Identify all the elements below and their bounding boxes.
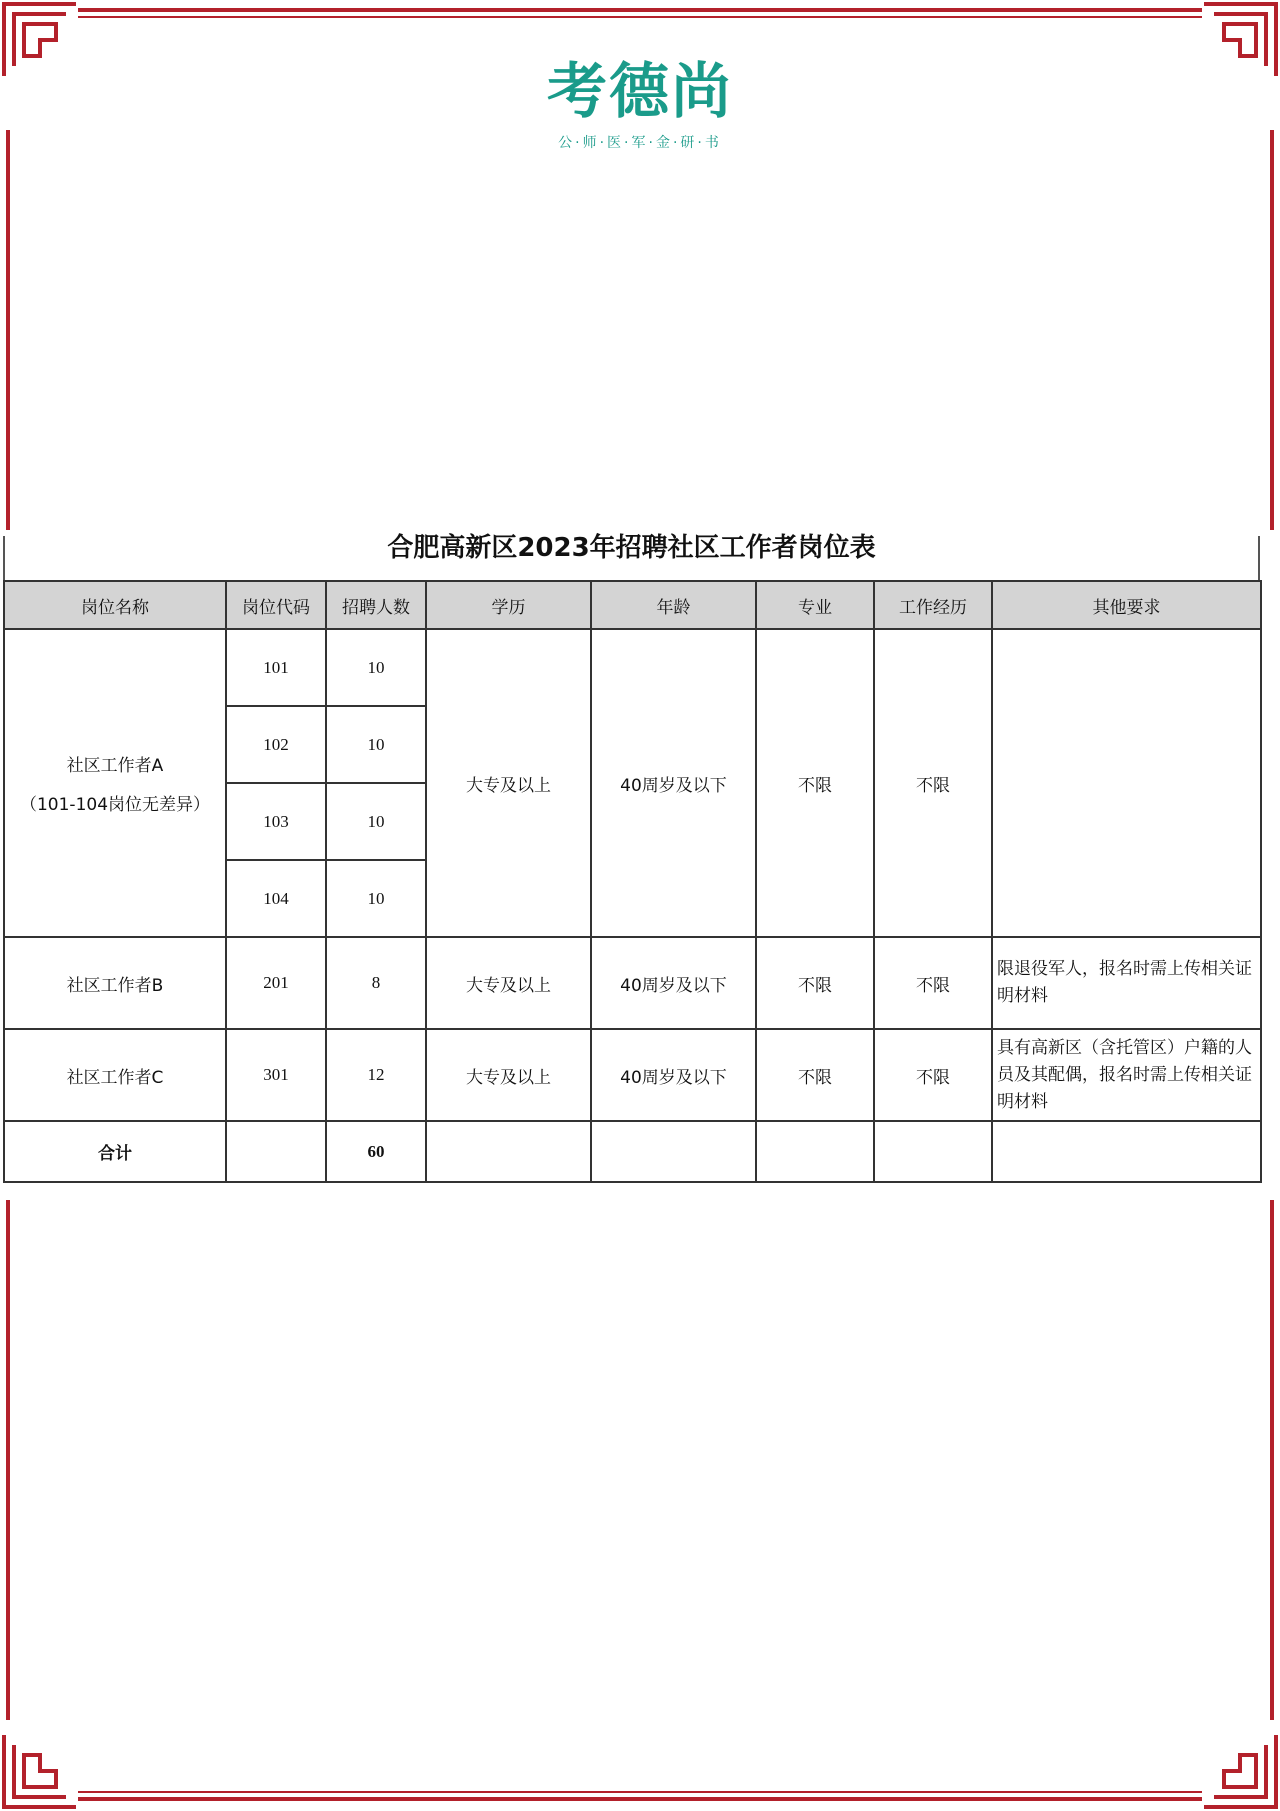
corner-ornament-bottom-left bbox=[0, 1731, 80, 1811]
frame-top-line-inner bbox=[78, 16, 1202, 18]
other-requirements-cell bbox=[992, 629, 1261, 937]
other-requirements-cell: 限退役军人，报名时需上传相关证明材料 bbox=[992, 937, 1261, 1029]
hire-count: 10 bbox=[326, 860, 426, 937]
experience-cell: 不限 bbox=[874, 1029, 992, 1121]
education-cell: 大专及以上 bbox=[426, 1029, 591, 1121]
position-name: 社区工作者B bbox=[4, 937, 226, 1029]
position-note: （101-104岗位无差异） bbox=[19, 795, 211, 815]
position-code: 102 bbox=[226, 706, 326, 783]
header-position-code: 岗位代码 bbox=[226, 581, 326, 629]
age-cell: 40周岁及以下 bbox=[591, 629, 756, 937]
empty-cell bbox=[756, 1121, 874, 1182]
empty-cell bbox=[992, 1121, 1261, 1182]
frame-left-line-top bbox=[6, 130, 10, 530]
major-cell: 不限 bbox=[756, 1029, 874, 1121]
brand-name: 考德尚 bbox=[547, 57, 733, 127]
header-other-requirements: 其他要求 bbox=[992, 581, 1261, 629]
header-education: 学历 bbox=[426, 581, 591, 629]
corner-ornament-bottom-right bbox=[1200, 1731, 1280, 1811]
table-row bbox=[4, 937, 1261, 1029]
position-name: 社区工作者C bbox=[4, 1029, 226, 1121]
frame-right-line-top bbox=[1270, 130, 1274, 530]
frame-bottom-line bbox=[78, 1797, 1202, 1801]
table-title: 合肥高新区2023年招聘社区工作者岗位表 bbox=[387, 533, 876, 563]
position-code: 201 bbox=[226, 937, 326, 1029]
education-cell: 大专及以上 bbox=[426, 937, 591, 1029]
frame-right-line-bottom bbox=[1270, 1200, 1274, 1720]
empty-cell bbox=[226, 1121, 326, 1182]
position-name-cell bbox=[4, 629, 226, 937]
brand-tagline: 公·师·医·军·金·研·书 bbox=[558, 135, 722, 151]
frame-top-line bbox=[78, 8, 1202, 12]
experience-cell: 不限 bbox=[874, 629, 992, 937]
table-total-row bbox=[4, 1121, 1261, 1182]
major-cell: 不限 bbox=[756, 937, 874, 1029]
header-position-name: 岗位名称 bbox=[4, 581, 226, 629]
position-name: 社区工作者A bbox=[66, 756, 164, 776]
job-positions-table bbox=[3, 580, 1262, 1183]
hire-count: 10 bbox=[326, 706, 426, 783]
other-requirements-cell: 具有高新区（含托管区）户籍的人员及其配偶，报名时需上传相关证明材料 bbox=[992, 1029, 1261, 1121]
position-code: 104 bbox=[226, 860, 326, 937]
header-major: 专业 bbox=[756, 581, 874, 629]
hire-count: 8 bbox=[326, 937, 426, 1029]
empty-cell bbox=[874, 1121, 992, 1182]
experience-cell: 不限 bbox=[874, 937, 992, 1029]
frame-left-line-bottom bbox=[6, 1200, 10, 1720]
education-cell: 大专及以上 bbox=[426, 629, 591, 937]
table-row bbox=[4, 629, 1261, 706]
hire-count: 10 bbox=[326, 783, 426, 860]
age-cell: 40周岁及以下 bbox=[591, 937, 756, 1029]
position-code: 103 bbox=[226, 783, 326, 860]
empty-cell bbox=[591, 1121, 756, 1182]
major-cell: 不限 bbox=[756, 629, 874, 937]
total-count: 60 bbox=[326, 1121, 426, 1182]
position-code: 101 bbox=[226, 629, 326, 706]
hire-count: 12 bbox=[326, 1029, 426, 1121]
hire-count: 10 bbox=[326, 629, 426, 706]
header-hire-count: 招聘人数 bbox=[326, 581, 426, 629]
frame-bottom-line-inner bbox=[78, 1791, 1202, 1793]
table-header-row bbox=[4, 581, 1261, 629]
table-row bbox=[4, 1029, 1261, 1121]
empty-cell bbox=[426, 1121, 591, 1182]
total-label: 合计 bbox=[4, 1121, 226, 1182]
brand-logo bbox=[0, 57, 1280, 152]
header-age: 年龄 bbox=[591, 581, 756, 629]
header-experience: 工作经历 bbox=[874, 581, 992, 629]
age-cell: 40周岁及以下 bbox=[591, 1029, 756, 1121]
position-code: 301 bbox=[226, 1029, 326, 1121]
